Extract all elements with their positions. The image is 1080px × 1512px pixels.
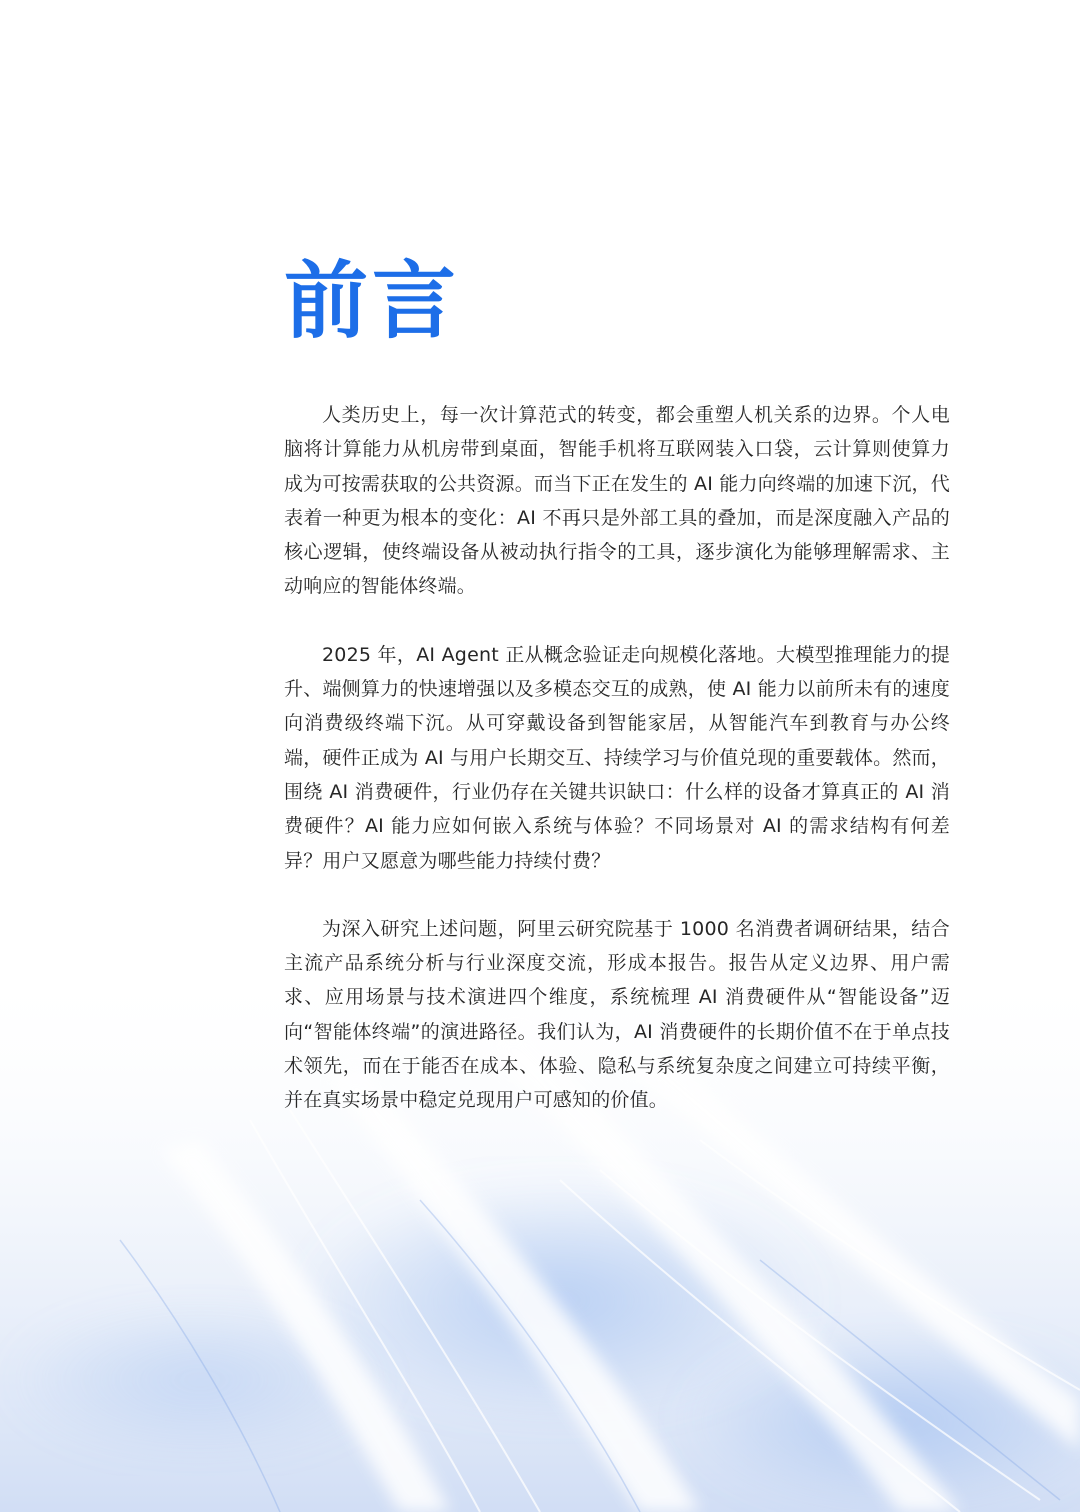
paragraph-2: 2025 年，AI Agent 正从概念验证走向规模化落地。大模型推理能力的提升、端侧算力的快速增强以及多模态交互的成熟，使 AI 能力以前所未有的速度向消费级终端下沉。从可穿戴设备到智能家居，从智能汽车到教育与办公终端，硬件正成为 AI 与用户长期交互、持续学习与价值兑现的重要载体。然而，围绕 AI 消费硬件，行业仍存在关键共识缺口：什么样的设备才算真正的 AI 消费硬件？AI 能力应如何嵌入系统与体验？不同场景对 AI 的需求结构有何差异？用户又愿意为哪些能力持续付费？ xyxy=(284,643,950,872)
paragraph-3: 为深入研究上述问题，阿里云研究院基于 1000 名消费者调研结果，结合主流产品系统分析与行业深度交流，形成本报告。报告从定义边界、用户需求、应用场景与技术演进四个维度，系统梳理 AI 消费硬件从“智能设备”迈向“智能体终端”的演进路径。我们认为，AI 消费硬件的长期价值不在于单点技术领先，而在于能否在成本、体验、隐私与系统复杂度之间建立可持续平衡，并在真实场景中稳定兑现用户可感知的价值。 xyxy=(284,917,950,1112)
page-title: 前言 xyxy=(284,252,461,350)
paragraph-1: 人类历史上，每一次计算范式的转变，都会重塑人机关系的边界。个人电脑将计算能力从机房带到桌面，智能手机将互联网装入口袋，云计算则使算力成为可按需获取的公共资源。而当下正在发生的 AI 能力向终端的加速下沉，代表着一种更为根本的变化：AI 不再只是外部工具的叠加，而是深度融入产品的核心逻辑，使终端设备从被动执行指令的工具，逐步演化为能够理解需求、主动响应的智能体终端。 xyxy=(284,404,950,598)
preface-section xyxy=(284,252,950,1152)
preface-body xyxy=(284,398,950,1118)
